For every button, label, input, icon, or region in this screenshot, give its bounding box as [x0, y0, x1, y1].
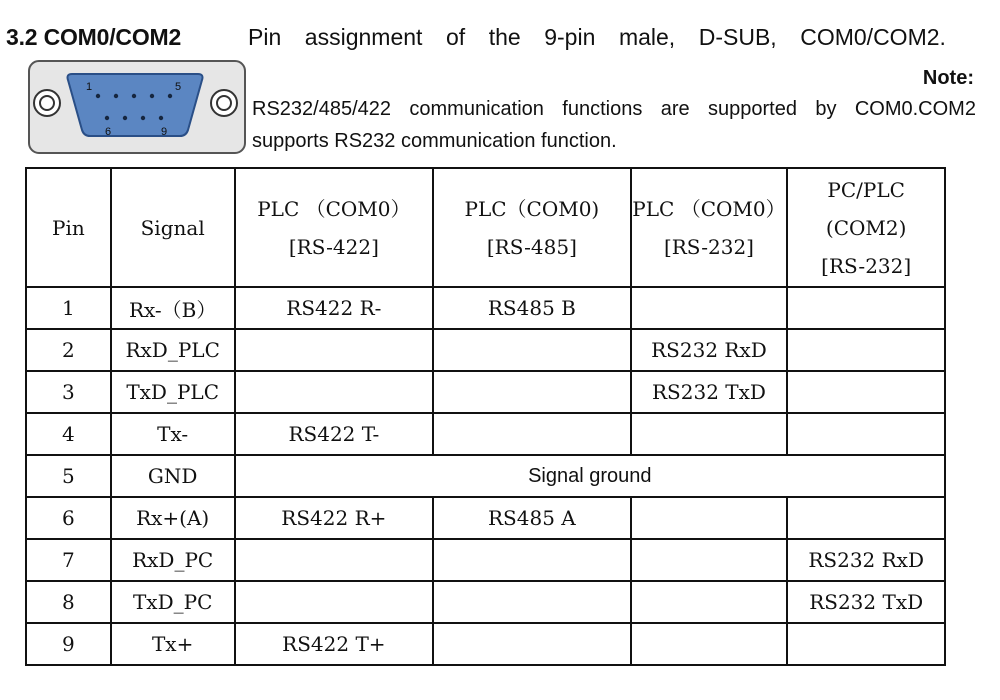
rs232-com2-cell: [787, 623, 945, 665]
note-word: by: [815, 98, 837, 120]
rs232-com2-cell: RS232 RxD: [787, 539, 945, 581]
header-line: PLC （COM0）: [632, 196, 786, 221]
pin-number: 2: [26, 329, 111, 371]
subtitle-word: 9-pin: [544, 24, 596, 50]
table-row: [26, 623, 945, 665]
header-pin: Pin: [26, 168, 111, 287]
note-word: are: [660, 98, 690, 120]
rs422-cell: RS422 R-: [235, 287, 434, 329]
rs232-com2-cell: [787, 413, 945, 455]
pin-label-1: 1: [86, 81, 93, 93]
note-text-line2: supports RS232 communication function.: [252, 130, 617, 152]
pin-dot: [132, 94, 136, 98]
note-word: functions: [562, 98, 643, 120]
header-pc-plc-com2-rs232: [787, 168, 945, 287]
signal-name: Rx-（B）: [111, 287, 235, 329]
rs422-cell: [235, 371, 434, 413]
header-line: [RS-485]: [486, 234, 577, 259]
section-heading: 3.2 COM0/COM2: [6, 24, 182, 50]
rs422-cell: RS422 T-: [235, 413, 434, 455]
dsub-connector-illustration: [28, 60, 246, 154]
pin-label-5: 5: [175, 81, 182, 93]
pin-label-6: 6: [105, 126, 112, 138]
right-screw-inner: [217, 96, 231, 110]
rs232-com2-cell: [787, 287, 945, 329]
header-line: [RS-232]: [821, 253, 912, 278]
table-row: [26, 539, 945, 581]
rs485-cell: RS485 A: [433, 497, 630, 539]
table-row: [26, 329, 945, 371]
signal-name: RxD_PLC: [111, 329, 235, 371]
subtitle-word: of: [445, 24, 466, 50]
pin-number: 7: [26, 539, 111, 581]
pin-dot: [123, 116, 127, 120]
rs232-com2-cell: [787, 497, 945, 539]
pin-number: 4: [26, 413, 111, 455]
rs422-cell: [235, 539, 434, 581]
header-signal: Signal: [111, 168, 235, 287]
pin-dot: [168, 94, 172, 98]
pin-number: 1: [26, 287, 111, 329]
rs232-com2-cell: [787, 329, 945, 371]
rs485-cell: [433, 539, 630, 581]
pin-assignment-table: [25, 167, 946, 666]
note-word: RS232/485/422: [252, 98, 392, 120]
subtitle-word: assignment: [304, 24, 423, 50]
header-line: [RS-232]: [663, 234, 754, 259]
header-line: PC/PLC: [827, 177, 905, 202]
rs232-com0-cell: RS232 TxD: [631, 371, 788, 413]
rs485-cell: [433, 371, 630, 413]
rs422-cell: RS422 R+: [235, 497, 434, 539]
subtitle-word: Pin: [248, 24, 282, 50]
rs232-com0-cell: [631, 581, 788, 623]
rs232-com0-cell: RS232 RxD: [631, 329, 788, 371]
pin-dot: [159, 116, 163, 120]
pin-dot: [150, 94, 154, 98]
note-word: supported: [708, 98, 797, 120]
rs485-cell: [433, 581, 630, 623]
rs485-cell: RS485 B: [433, 287, 630, 329]
pin-dot: [141, 116, 145, 120]
rs232-com2-cell: [787, 371, 945, 413]
header-plc-com0-rs422: [235, 168, 434, 287]
rs232-com0-cell: [631, 623, 788, 665]
pin-dot: [96, 94, 100, 98]
subtitle-word: COM0/COM2.: [800, 24, 946, 50]
table-header-row: [26, 168, 945, 287]
signal-name: GND: [111, 455, 235, 497]
signal-name: RxD_PC: [111, 539, 235, 581]
pin-number: 9: [26, 623, 111, 665]
header-line: [RS-422]: [288, 234, 379, 259]
pin-number: 5: [26, 455, 111, 497]
rs485-cell: [433, 413, 630, 455]
pin-label-9: 9: [161, 126, 168, 138]
table-row: [26, 287, 945, 329]
rs485-cell: [433, 623, 630, 665]
pin-dot: [114, 94, 118, 98]
signal-name: TxD_PC: [111, 581, 235, 623]
rs232-com0-cell: [631, 497, 788, 539]
rs422-cell: [235, 329, 434, 371]
section-subtitle: [248, 24, 946, 51]
rs422-cell: RS422 T+: [235, 623, 434, 665]
note-word: communication: [409, 98, 544, 120]
signal-name: Rx+(A): [111, 497, 235, 539]
rs232-com0-cell: [631, 539, 788, 581]
table-row: [26, 455, 945, 497]
header-line: PLC（COM0): [464, 196, 600, 221]
header-line: (COM2): [825, 215, 907, 240]
note-text-line1: [252, 98, 976, 121]
table-row: [26, 371, 945, 413]
subtitle-word: D-SUB,: [698, 24, 777, 50]
signal-ground-cell: Signal ground: [235, 455, 945, 497]
pin-number: 3: [26, 371, 111, 413]
rs232-com0-cell: [631, 413, 788, 455]
header-plc-com0-rs485: [433, 168, 630, 287]
table-row: [26, 497, 945, 539]
subtitle-word: the: [488, 24, 521, 50]
pin-number: 6: [26, 497, 111, 539]
note-word: COM0.COM2: [854, 98, 976, 120]
pin-number: 8: [26, 581, 111, 623]
left-screw-inner: [40, 96, 54, 110]
table-row: [26, 581, 945, 623]
signal-name: TxD_PLC: [111, 371, 235, 413]
rs485-cell: [433, 329, 630, 371]
signal-name: Tx+: [111, 623, 235, 665]
table-row: [26, 413, 945, 455]
signal-name: Tx-: [111, 413, 235, 455]
rs232-com2-cell: RS232 TxD: [787, 581, 945, 623]
subtitle-word: male,: [618, 24, 676, 50]
rs232-com0-cell: [631, 287, 788, 329]
header-plc-com0-rs232: [631, 168, 788, 287]
note-label: Note:: [922, 67, 974, 89]
header-line: PLC （COM0）: [257, 196, 411, 221]
rs422-cell: [235, 581, 434, 623]
pin-dot: [105, 116, 109, 120]
